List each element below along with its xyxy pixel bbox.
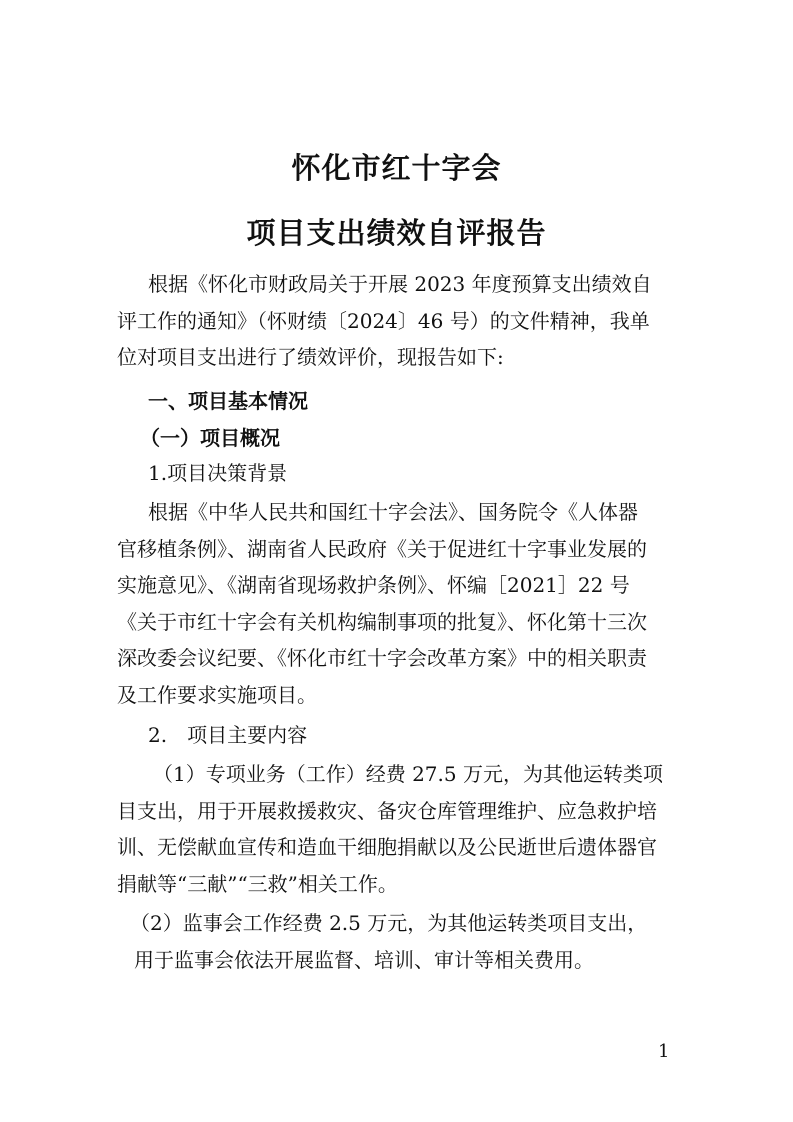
paragraph-line: 捐献等“三献”“三救”相关工作。 bbox=[117, 871, 398, 896]
intro-line: 位对项目支出进行了绩效评价，现报告如下: bbox=[117, 345, 504, 369]
paragraph-line: 训、无偿献血宣传和造血干细胞捐献以及公民逝世后遗体器官 bbox=[117, 835, 657, 859]
item-heading: 2. 项目主要内容 bbox=[148, 723, 308, 747]
page-number: 1 bbox=[658, 1041, 670, 1062]
intro-line: 评工作的通知》（怀财绩〔2024〕46 号）的文件精神，我单 bbox=[117, 308, 650, 333]
paragraph-line: 《关于市红十字会有关机构编制事项的批复》、怀化第十三次 bbox=[117, 609, 647, 634]
paragraph-line: 用于监事会依法开展监督、培训、审计等相关费用。 bbox=[134, 947, 594, 972]
paragraph-line: 官移植条例》、湖南省人民政府《关于促进红十字事业发展的 bbox=[117, 536, 647, 561]
content-paragraph-2 bbox=[130, 905, 700, 978]
document-title-line1: 怀化市红十字会 bbox=[291, 151, 502, 185]
paragraph-line: 及工作要求实施项目。 bbox=[117, 682, 317, 707]
section-heading: 一、项目基本情况 bbox=[148, 389, 308, 413]
background-paragraph bbox=[117, 494, 687, 713]
paragraph-line: 实施意见》、《湖南省现场救护条例》、怀编［2021］22 号 bbox=[117, 573, 630, 597]
content-paragraph-1 bbox=[117, 756, 687, 902]
paragraph-line: 目支出，用于开展救援救灾、备灾仓库管理维护、应急救护培 bbox=[117, 798, 657, 823]
paragraph-line: （1）专项业务（工作）经费 27.5 万元，为其他运转类项 bbox=[153, 762, 663, 786]
paragraph-line: 深改委会议纪要、《怀化市红十字会改革方案》中的相关职责 bbox=[117, 646, 647, 670]
intro-paragraph bbox=[117, 266, 687, 376]
paragraph-line: （2）监事会工作经费 2.5 万元，为其他运转类项目支出， bbox=[130, 911, 648, 935]
document-title-line2: 项目支出绩效自评报告 bbox=[246, 216, 547, 250]
paragraph-line: 根据《中华人民共和国红十字会法》、国务院令《人体器 bbox=[148, 500, 638, 524]
item-heading: 1.项目决策背景 bbox=[148, 461, 288, 485]
intro-line: 根据《怀化市财政局关于开展 2023 年度预算支出绩效自 bbox=[148, 272, 652, 296]
subsection-heading: （一）项目概况 bbox=[140, 426, 280, 450]
